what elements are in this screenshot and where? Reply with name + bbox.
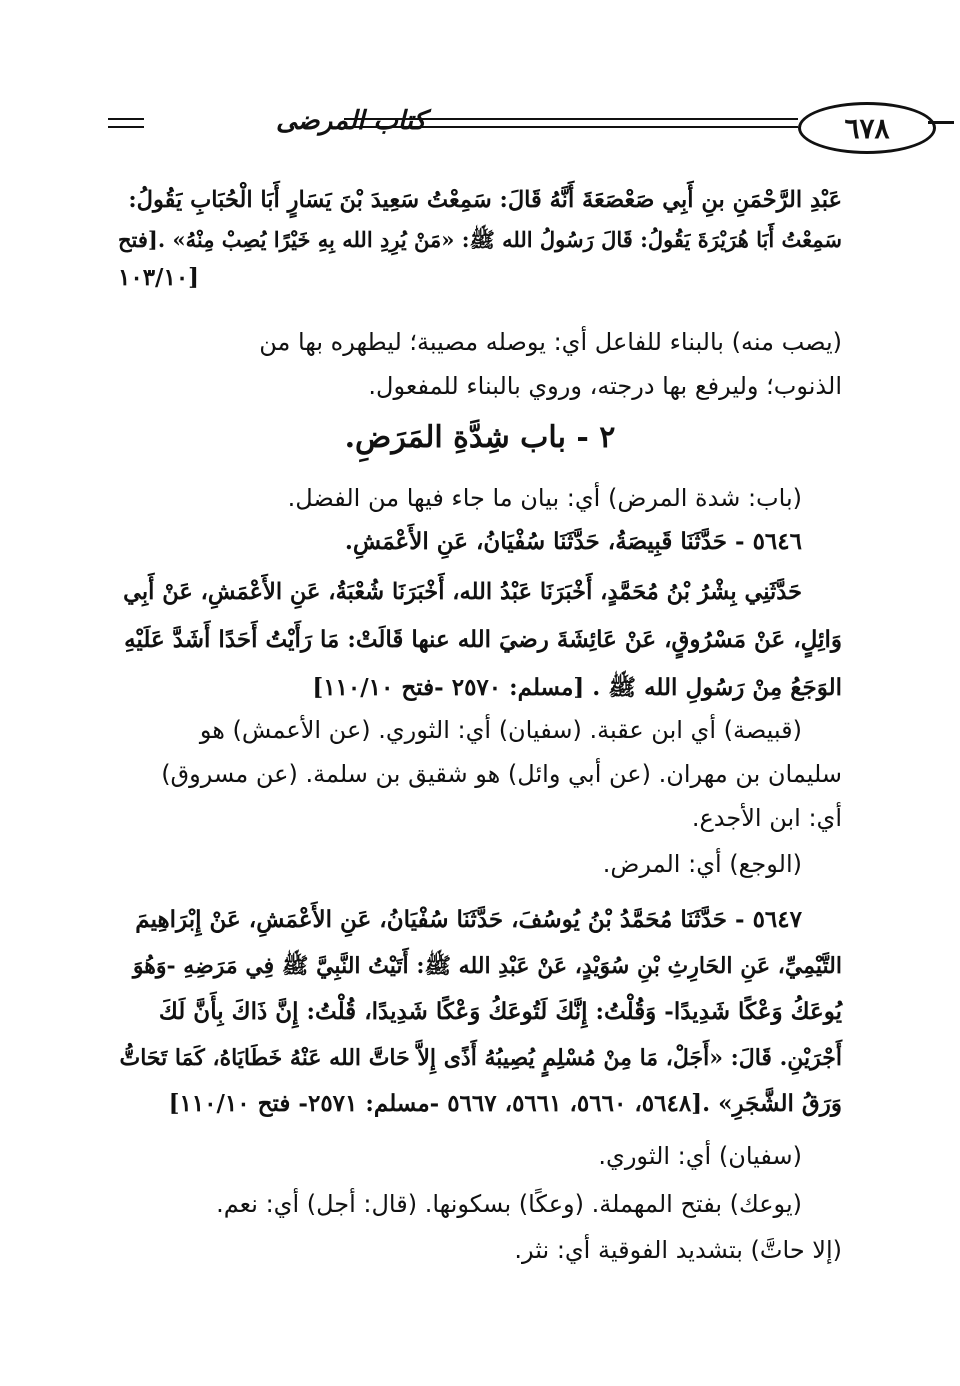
hadith-5647 [118,900,842,1130]
page-number: ٦٧٨ [798,102,936,154]
commentary-block [118,710,842,900]
chapter-heading: ٢ - باب شِدَّةِ المَرَضِ. [344,420,616,455]
hadith-line: عَبْدِ الرَّحْمَنِ بنِ أَبِي صَعْصَعَةَ أَنَّهُ قَالَ: سَمِعْتُ سَعِيدَ بْنَ يَسَارٍ أَبَا الْحُبَابِ يَقُولُ: [128,187,842,213]
chapter-explanation-block [118,478,842,518]
commentary-line: (الوجع) أي: المرض. [602,850,802,878]
hadith-line: وَائِلٍ، عَنْ مَسْرُوقٍ، عَنْ عَائِشَةَ رضيَ الله عنها قَالَتْ: مَا رَأَيْتُ أَحَدًا أَشَدَّ عَلَيْهِ [124,626,842,653]
commentary-line: الذنوب؛ وليرفع بها درجته، وروي بالبناء للمفعول. [368,372,842,400]
hadith-line: حَدَّثَنِي بِشْرُ بْنُ مُحَمَّدٍ، أَخْبَرَنَا عَبْدُ الله، أَخْبَرَنَا شُعْبَةُ، عَنِ الأَعْمَشِ، عَنْ أَبِي [123,579,802,605]
header-rule-left-bottom [108,126,144,128]
page-number-ornament [928,121,954,124]
header-rule-main-bottom [344,126,798,128]
hadith-isnad-line: ٥٦٤٧ - حَدَّثَنَا مُحَمَّدُ بْنُ يُوسُفَ، حَدَّثَنَا سُفْيَانُ، عَنِ الأَعْمَشِ، عَنْ إِبْرَاهِيمَ [135,906,802,933]
commentary-line: أي: ابن الأجدع. [691,804,842,832]
chapter-heading-block [118,420,842,468]
hadith-isnad-line: ٥٦٤٦ - حَدَّثَنَا قَبِيصَةُ، حَدَّثَنَا سُفْيَانُ، عَنِ الأَعْمَشِ. [344,528,802,555]
hadith-5646 [118,522,842,702]
hadith-line: يُوعَكُ وَعْكًا شَدِيدًا- وَقُلْتُ: إِنَّكَ لَتُوعَكُ وَعْكًا شَدِيدًا، قُلْتُ: إِنَّ ذَاكَ بِأَنَّ لَكَ [158,998,842,1025]
commentary-line: (إلا حاتَّ) بتشديد الفوقية أي: نثر. [514,1236,842,1264]
hadith-line: سَمِعْتُ أَبَا هُرَيْرَةَ يَقُولُ: قَالَ رَسُولُ الله ﷺ: «مَنْ يُرِدِ الله بِهِ خَيْرًا يُصِبْ مِنْهُ» .[فتح [117,227,842,252]
commentary-line: (يصب منه) بالبناء للفاعل أي: يوصله مصيبة؛ ليطهره بها من [259,328,842,356]
commentary-line: سليمان بن مهران. (عن أبي وائل) هو شقيق بن سلمة. (عن مسروق) [161,760,842,788]
hadith-line: التَّيْمِيِّ، عَنِ الحَارِثِ بْنِ سُوَيْدٍ، عَنْ عَبْدِ الله ﷺ: أَتَيْتُ النَّبِيَّ ﷺ فِي مَرَضِهِ -وَهُوَ [132,953,842,979]
header-rule-left-top [108,118,144,120]
commentary-block [118,322,842,402]
book-title: كتاب المرضى [276,106,426,136]
hadith-reference: [١٠٣/١٠ [118,264,200,291]
hadith-line: أَجْرَيْنِ. قَالَ: «أَجَلْ، مَا مِنْ مُسْلِمٍ يُصِيبُهُ أَذًى إِلاَّ حَاتَّ الله عَنْهُ خَطَايَاهُ، كَمَا تَحَاتُّ [119,1045,842,1071]
header-rule-main-top [344,118,798,120]
chapter-explanation: (باب: شدة المرض) أي: بيان ما جاء فيها من الفضل. [287,484,802,512]
commentary-block [118,1136,842,1276]
hadith-continuation [118,180,842,300]
commentary-line: (قبيصة) أي ابن عقبة. (سفيان) أي: الثوري. (عن الأعمش) هو [199,716,802,744]
commentary-line: (سفيان) أي: الثوري. [598,1142,802,1170]
page-header [108,102,890,154]
hadith-line: وَرَقُ الشَّجَرِ» .[٥٦٤٨، ٥٦٦٠، ٥٦٦١، ٥٦٦٧ -مسلم: ٢٥٧١- فتح ١١٠/١٠] [168,1090,842,1117]
hadith-line: الوَجَعُ مِنْ رَسُولِ الله ﷺ . [مسلم: ٢٥٧٠ -فتح ١١٠/١٠] [312,674,842,701]
commentary-line: (يوعك) بفتح المهملة. (وعكًا) بسكونها. (قال: أجل) أي: نعم. [216,1190,802,1218]
